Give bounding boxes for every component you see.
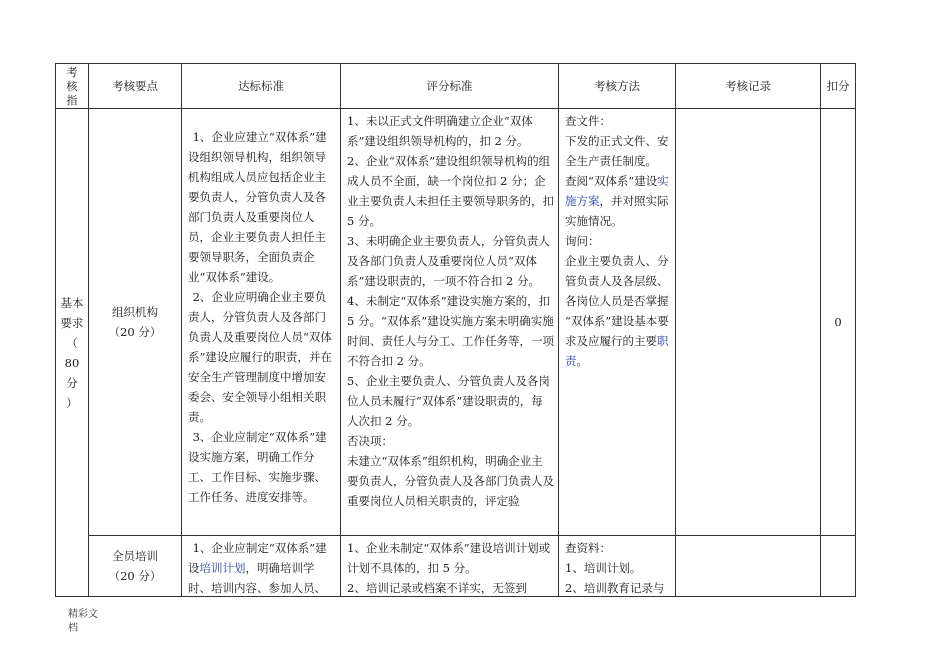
standard-item (188, 538, 334, 596)
method-cell (559, 109, 676, 536)
scoring-item: 5、企业主要负责人、分管负责人及各岗位人员未履行“双体系”建设职责的，每人次扣 2 分。 (347, 374, 550, 428)
header-scoring: 评分标准 (341, 64, 559, 109)
header-key-points: 考核要点 (89, 64, 182, 109)
category-line: 分 (66, 375, 78, 390)
category-line: ） (66, 395, 78, 410)
footer-note (68, 608, 98, 636)
key-point-score: （20 分） (108, 569, 162, 583)
scoring-item: 2、培训记录或档案不详实，无签到 (347, 581, 527, 595)
deduction-cell: 0 (821, 109, 856, 536)
header-index (56, 64, 89, 109)
footer-line: 精彩文 (68, 609, 98, 620)
method-item: 查资料： (565, 541, 611, 555)
scoring-item: 4、未制定“双体系”建设实施方案的，扣 5 分。“双体系”建设实施方案未明确实施时间、责任人与分工、工作任务等，一项不符合扣 2 分。 (347, 294, 554, 368)
method-text: 查阅“双体系”建设 (565, 174, 658, 188)
scoring-item: 1、未以正式文件明确建立企业“双体系”建设组织领导机构的，扣 2 分。 (347, 114, 533, 148)
scoring-cell (341, 536, 559, 597)
header-row (56, 64, 856, 109)
table-row (56, 536, 856, 597)
record-cell (676, 109, 821, 536)
header-index-line: 考 (66, 66, 78, 79)
key-point-label: 组织机构 (112, 305, 158, 319)
standard-cell (182, 109, 341, 536)
table-row (56, 109, 856, 536)
standard-cell (182, 536, 341, 597)
scoring-item: 2、企业“双体系”建设组织领导机构的组成人员不全面，缺一个岗位扣 2 分；企业主要负责人未担任主要领导职务的，扣 5 分。 (347, 154, 554, 228)
method-cell (559, 536, 676, 597)
method-item: 询问： (565, 234, 600, 248)
header-index-line: 核 (66, 80, 78, 93)
method-text: ，并对照实际实施情况。 (565, 194, 669, 228)
training-plan-link[interactable]: 培训计划 (199, 561, 246, 575)
key-point-cell (89, 109, 182, 536)
method-item (565, 311, 669, 371)
header-index-line: 指 (66, 94, 78, 107)
method-item (565, 171, 669, 231)
veto-label: 否决项： (347, 434, 393, 448)
header-deduction: 扣分 (821, 64, 856, 109)
scoring-item: 3、未明确企业主要负责人，分管负责人及各部门负责人及重要岗位人员“双体系”建设职责的，一项不符合扣 2 分。 (347, 234, 550, 288)
deduction-cell (821, 536, 856, 597)
method-item: 2、培训教育记录与 (565, 581, 665, 595)
standard-item: 3、企业应制定“双体系”建设实施方案，明确工作分工、工作目标、实施步骤、工作任务、进度安排等。 (188, 430, 327, 504)
standard-item: 1、企业应建立“双体系”建设组织领导机构，组织领导机构组成人员应包括企业主要负责人，分管负责人及各部门负责人及重要岗位人员，企业主要负责人担任主要领导职务，全面负责企业“双体系”建设。 (188, 130, 327, 284)
category-line: 要求 (60, 315, 84, 330)
method-item: 下发的正式文件、安全生产责任制度。 (565, 134, 669, 168)
header-method: 考核方法 (559, 64, 676, 109)
header-standard: 达标标准 (182, 64, 341, 109)
record-cell (676, 536, 821, 597)
standard-item: 2、企业应明确企业主要负责人，分管负责人及各部门负责人及重要岗位人员“双体系”建设应履行的职责，并在安全生产管理制度中增加安委会、安全领导小组相关职责。 (188, 290, 332, 424)
category-line: 80 (64, 355, 80, 370)
category-cell (56, 109, 89, 597)
scoring-item: 1、企业未制定“双体系”建设培训计划或计划不具体的，扣 5 分。 (347, 541, 551, 575)
method-item: 1、培训计划。 (565, 561, 642, 575)
assessment-table (55, 63, 856, 597)
standard-text: ，明确培训学时、培训内容、参加人员、 (188, 561, 326, 595)
method-text: “双体系”建设基本要求及应履行的主要 (565, 314, 669, 348)
category-line: 基本 (60, 295, 84, 310)
key-point-score: （20 分） (108, 325, 162, 339)
header-record: 考核记录 (676, 64, 821, 109)
implementation-plan-link[interactable]: 实施方案 (565, 174, 669, 208)
standard-text: 1、企业应制定“双体系”建设 (188, 541, 327, 575)
duties-link[interactable]: 职责 (565, 334, 669, 368)
method-item: 查文件： (565, 114, 611, 128)
category-line: （ (66, 335, 78, 350)
method-item: 企业主要负责人、分管负责人及各层级、各岗位人员是否掌握 (565, 254, 669, 308)
key-point-cell (89, 536, 182, 597)
method-text: 。 (576, 354, 588, 368)
scoring-cell (341, 109, 559, 536)
key-point-label: 全员培训 (112, 549, 158, 563)
footer-line: 档 (68, 623, 78, 634)
veto-item: 未建立“双体系”组织机构，明确企业主要负责人，分管负责人及各部门负责人及重要岗位人员相关职责的，评定验 (347, 454, 554, 508)
